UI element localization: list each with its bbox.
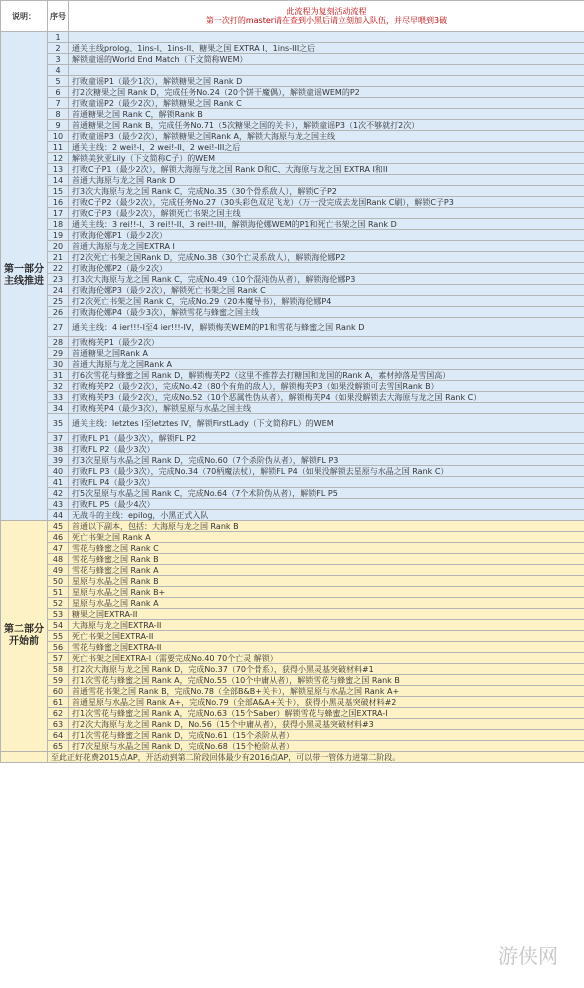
row-text: 星原与水晶之国 Rank B+: [69, 587, 584, 598]
part1-label: 第一部分 主线推进: [1, 32, 48, 521]
row-number: 53: [48, 609, 69, 620]
table-row: [1, 65, 584, 76]
row-text: 打败FL P4（最少3次）: [69, 477, 584, 488]
table-row: [1, 164, 584, 175]
row-text: 首通糖果之国Rank A: [69, 348, 584, 359]
row-text: 死亡书架之国EXTRA-I（需要完成No.40 70个亡灵 解锁）: [69, 653, 584, 664]
row-text: 打败梅芙P2（最少2次），完成No.42（80个有角的敌人），解锁梅芙P3（如果没解锁可去雪国Rank B）: [69, 381, 584, 392]
row-number: 54: [48, 620, 69, 631]
row-number: 56: [48, 642, 69, 653]
table-row: [1, 741, 584, 752]
row-number: 40: [48, 466, 69, 477]
part1-section: [1, 32, 584, 521]
row-number: 10: [48, 131, 69, 142]
row-text: 打1次雪花与蜂蜜之国 Rank A，完成No.63（15个Saber）解锁雪花与蜂蜜之国EXTRA-I: [69, 708, 584, 719]
table-row: [1, 414, 584, 433]
row-number: 39: [48, 455, 69, 466]
table-row: [1, 708, 584, 719]
row-number: 58: [48, 664, 69, 675]
table-row: [1, 274, 584, 285]
row-number: 41: [48, 477, 69, 488]
table-row: [1, 54, 584, 65]
table-row: [1, 576, 584, 587]
row-text: 打败海伦娜P3（最少2次），解锁死亡书架之国 Rank C: [69, 285, 584, 296]
table-row: [1, 554, 584, 565]
row-number: 26: [48, 307, 69, 318]
row-text: 打3次大海原与龙之国 Rank C，完成No.49（10个混沌伪从者），解锁海伦娜P3: [69, 274, 584, 285]
row-number: 21: [48, 252, 69, 263]
row-number: 63: [48, 719, 69, 730]
row-text: 首通大海原与龙之国 Rank D: [69, 175, 584, 186]
row-number: 37: [48, 433, 69, 444]
table-row: [1, 392, 584, 403]
row-number: 59: [48, 675, 69, 686]
part2-label: 第二部分 开始前: [1, 521, 48, 752]
row-number: 51: [48, 587, 69, 598]
table-row: [1, 175, 584, 186]
row-text: 打败童谣P2（最少2次），解锁糖果之国 Rank C: [69, 98, 584, 109]
row-number: 15: [48, 186, 69, 197]
table-row: [1, 587, 584, 598]
table-row: [1, 532, 584, 543]
table-row: [1, 370, 584, 381]
row-number: 13: [48, 164, 69, 175]
row-text: 打败C子P3（最少2次），解锁死亡书架之国主线: [69, 208, 584, 219]
table-row: [1, 664, 584, 675]
table-row: [1, 620, 584, 631]
row-number: 11: [48, 142, 69, 153]
row-number: 65: [48, 741, 69, 752]
table-row: [1, 131, 584, 142]
table-row: [1, 719, 584, 730]
table-row: [1, 197, 584, 208]
row-number: 28: [48, 337, 69, 348]
row-text: 通关主线：4 ier!!!-I至4 ier!!!-IV，解锁梅芙WEM的P1和雪花与蜂蜜之国 Rank D: [69, 318, 584, 337]
row-number: 17: [48, 208, 69, 219]
table-row: [1, 433, 584, 444]
header-label: 说明：: [1, 1, 48, 32]
table-row: [1, 109, 584, 120]
row-text: 死亡书架之国EXTRA-II: [69, 631, 584, 642]
row-number: 5: [48, 76, 69, 87]
table-row: [1, 142, 584, 153]
header-description: [69, 1, 584, 32]
table-row: [1, 499, 584, 510]
table-row: [1, 359, 584, 370]
footer-note: 至此正好花费2015点AP，开活动到第二阶段回体最少有2016点AP，可以带一管体力进第二阶段。: [48, 752, 584, 763]
row-text: 首通星原与水晶之国 Rank A+，完成No.79（全部A&A+关卡），获得小黑灵基突破材料#2: [69, 697, 584, 708]
row-number: 35: [48, 414, 69, 433]
row-number: 23: [48, 274, 69, 285]
row-number: 32: [48, 381, 69, 392]
row-number: 64: [48, 730, 69, 741]
row-text: 通关主线：3 rei!!-I、3 rei!!-II、3 rei!!-III，解锁海伦娜WEM的P1和死亡书架之国 Rank D: [69, 219, 584, 230]
table-row: [1, 609, 584, 620]
footer-row: [1, 752, 584, 763]
row-number: 48: [48, 554, 69, 565]
row-number: 18: [48, 219, 69, 230]
row-text: 星原与水晶之国 Rank A: [69, 598, 584, 609]
row-text: 星原与水晶之国 Rank B: [69, 576, 584, 587]
table-row: [1, 521, 584, 532]
row-text: 打败C子P1（最少2次），解锁大海原与龙之国 Rank D和C、大海原与龙之国 EXTRA I和II: [69, 164, 584, 175]
table-row: [1, 730, 584, 741]
row-text: 打2次大海原与龙之国 Rank D，No.56（15个中庸从者），获得小黑灵基突破材料#3: [69, 719, 584, 730]
table-row: [1, 477, 584, 488]
row-text: 打败海伦娜P2（最少2次）: [69, 263, 584, 274]
table-row: [1, 230, 584, 241]
row-text: 大海原与龙之国EXTRA-II: [69, 620, 584, 631]
row-number: 57: [48, 653, 69, 664]
row-text: [69, 32, 584, 43]
row-text: 打败梅芙P3（最少2次），完成No.52（10个恶属性伪从者），解锁梅芙P4（如果没解锁去大海原与龙之国 Rank C）: [69, 392, 584, 403]
row-text: 打2次糖果之国 Rank D，完成任务No.24（20个饼干魔偶），解锁童谣WEM的P2: [69, 87, 584, 98]
row-text: 无战斗的主线：epilog，小黑正式入队: [69, 510, 584, 521]
row-number: 62: [48, 708, 69, 719]
row-text: 打2次大海原与龙之国 Rank D，完成No.37（70个骨系），获得小黑灵基突破材料#1: [69, 664, 584, 675]
row-number: 29: [48, 348, 69, 359]
table-row: [1, 686, 584, 697]
table-row: [1, 98, 584, 109]
table-row: [1, 252, 584, 263]
row-number: 19: [48, 230, 69, 241]
row-text: 首通糖果之国 Rank C，解锁Rank B: [69, 109, 584, 120]
row-text: 首通雪花书架之国 Rank B，完成No.78（全部B&B+关卡），解锁星原与水晶之国 Rank A+: [69, 686, 584, 697]
row-text: 死亡书架之国 Rank A: [69, 532, 584, 543]
table-row: [1, 675, 584, 686]
table-row: [1, 76, 584, 87]
table-row: [1, 43, 584, 54]
row-number: 44: [48, 510, 69, 521]
table-row: [1, 565, 584, 576]
row-text: 打败FL P1（最少3次），解锁FL P2: [69, 433, 584, 444]
row-number: 49: [48, 565, 69, 576]
table-row: [1, 348, 584, 359]
table-row: [1, 455, 584, 466]
row-text: 打1次雪花与蜂蜜之国 Rank A，完成No.55（10个中庸从者），解锁雪花与蜂蜜之国 Rank B: [69, 675, 584, 686]
table-row: [1, 296, 584, 307]
row-text: 打2次死亡书架之国 Rank C，完成No.29（20本魔导书），解锁海伦娜P4: [69, 296, 584, 307]
row-text: 打败C子P2（最少2次），完成任务No.27（30头彩色双足飞龙）（万一没完成去龙国Rank C刷），解锁C子P3: [69, 197, 584, 208]
row-text: 通关主线：2 wei!-I、2 wei!-II、2 wei!-III之后: [69, 142, 584, 153]
row-number: 42: [48, 488, 69, 499]
table-row: [1, 318, 584, 337]
table-row: [1, 208, 584, 219]
row-text: 打败梅芙P4（最少3次），解锁星原与水晶之国主线: [69, 403, 584, 414]
row-text: 糖果之国EXTRA-II: [69, 609, 584, 620]
row-text: 通关主线：letztes I至letztes IV，解锁FirstLady（下文简称FL）的WEM: [69, 414, 584, 433]
row-text: 打7次星原与水晶之国 Rank D，完成No.68（15个枪阶从者）: [69, 741, 584, 752]
row-text: 打3次大海原与龙之国 Rank C，完成No.35（30个骨系敌人），解锁C子P2: [69, 186, 584, 197]
table-row: [1, 543, 584, 554]
table-row: [1, 241, 584, 252]
row-number: 52: [48, 598, 69, 609]
table-row: [1, 263, 584, 274]
row-number: 45: [48, 521, 69, 532]
row-number: 22: [48, 263, 69, 274]
row-number: 30: [48, 359, 69, 370]
row-number: 8: [48, 109, 69, 120]
row-number: 1: [48, 32, 69, 43]
row-number: 47: [48, 543, 69, 554]
table-row: [1, 32, 584, 43]
row-number: 34: [48, 403, 69, 414]
row-text: 解锁美狄亚Lily（下文简称C子）的WEM: [69, 153, 584, 164]
table-row: [1, 466, 584, 477]
part2-section: [1, 521, 584, 752]
row-text: 打败FL P3（最少3次），完成No.34（70柄魔法杖），解锁FL P4（如果没解锁去星原与水晶之国 Rank C）: [69, 466, 584, 477]
row-text: 打败FL P2（最少3次）: [69, 444, 584, 455]
row-text: 通关主线prolog、1ins-I、1ins-II、糖果之国 EXTRA I、1ins-III之后: [69, 43, 584, 54]
row-text: 雪花与蜂蜜之国EXTRA-II: [69, 642, 584, 653]
table-row: [1, 444, 584, 455]
row-text: 打2次死亡书架之国Rank D，完成No.38（30个亡灵系敌人），解锁海伦娜P2: [69, 252, 584, 263]
table-row: [1, 653, 584, 664]
row-number: 33: [48, 392, 69, 403]
table-row: [1, 697, 584, 708]
row-number: 14: [48, 175, 69, 186]
row-text: 打6次雪花与蜂蜜之国 Rank D，解锁梅芙P2（这里不推荐去打糖国和龙国的Rank A，素材掉落是雪国高）: [69, 370, 584, 381]
row-number: 7: [48, 98, 69, 109]
row-number: 20: [48, 241, 69, 252]
table-row: [1, 337, 584, 348]
table-row: [1, 153, 584, 164]
row-text: 打3次星原与水晶之国 Rank D，完成No.60（7个杀阶伪从者），解锁FL P3: [69, 455, 584, 466]
row-text: 打败童谣P3（最少2次），解锁糖果之国Rank A，解锁大海原与龙之国主线: [69, 131, 584, 142]
row-text: 打1次雪花与蜂蜜之国 Rank D，完成No.61（15个杀阶从者）: [69, 730, 584, 741]
table-row: [1, 631, 584, 642]
row-number: 31: [48, 370, 69, 381]
table-row: [1, 285, 584, 296]
table-row: [1, 642, 584, 653]
row-number: 38: [48, 444, 69, 455]
table-row: [1, 186, 584, 197]
row-text: 打败海伦娜P1（最少2次）: [69, 230, 584, 241]
row-number: 60: [48, 686, 69, 697]
header-desc-line2: 第一次打的master请在查到小黑后请立刻加入队伍，并尽早喂到3破: [205, 16, 448, 25]
row-number: 25: [48, 296, 69, 307]
table-row: [1, 87, 584, 98]
table-row: [1, 488, 584, 499]
row-number: 43: [48, 499, 69, 510]
row-number: 4: [48, 65, 69, 76]
row-number: 16: [48, 197, 69, 208]
header-num: 序号: [48, 1, 69, 32]
table-row: [1, 598, 584, 609]
row-number: 27: [48, 318, 69, 337]
table-row: [1, 120, 584, 131]
header-row: [1, 1, 584, 32]
row-number: 2: [48, 43, 69, 54]
row-number: 6: [48, 87, 69, 98]
table-row: [1, 510, 584, 521]
row-text: 雪花与蜂蜜之国 Rank C: [69, 543, 584, 554]
row-number: 9: [48, 120, 69, 131]
row-text: 打败海伦娜P4（最少3次），解锁雪花与蜂蜜之国主线: [69, 307, 584, 318]
row-text: 打败童谣P1（最少1次），解锁糖果之国 Rank D: [69, 76, 584, 87]
row-text: 打败FL P5（最少4次）: [69, 499, 584, 510]
row-text: 首通大海原与龙之国Rank A: [69, 359, 584, 370]
row-text: 雪花与蜂蜜之国 Rank A: [69, 565, 584, 576]
row-number: 50: [48, 576, 69, 587]
header-desc-line1: 此流程为复刻活动流程: [286, 7, 367, 16]
row-text: 打败梅芙P1（最少2次）: [69, 337, 584, 348]
row-number: 61: [48, 697, 69, 708]
table-row: [1, 307, 584, 318]
row-number: 12: [48, 153, 69, 164]
row-text: 雪花与蜂蜜之国 Rank B: [69, 554, 584, 565]
table-row: [1, 219, 584, 230]
watermark-logo: 游侠网: [498, 944, 558, 968]
row-number: 3: [48, 54, 69, 65]
row-text: [69, 65, 584, 76]
row-text: 打5次星原与水晶之国 Rank C，完成No.64（7个术阶伪从者），解锁FL P5: [69, 488, 584, 499]
row-number: 46: [48, 532, 69, 543]
table-row: [1, 381, 584, 392]
row-text: 首通糖果之国 Rank B，完成任务No.71（5次糖果之国的关卡），解锁童谣P3（1次不够就打2次）: [69, 120, 584, 131]
row-text: 首通大海原与龙之国EXTRA I: [69, 241, 584, 252]
table-row: [1, 403, 584, 414]
row-number: 24: [48, 285, 69, 296]
row-text: 首通以下副本，包括：大海原与龙之国 Rank B: [69, 521, 584, 532]
row-text: 解锁童谣的World End Match（下文简称WEM）: [69, 54, 584, 65]
row-number: 55: [48, 631, 69, 642]
